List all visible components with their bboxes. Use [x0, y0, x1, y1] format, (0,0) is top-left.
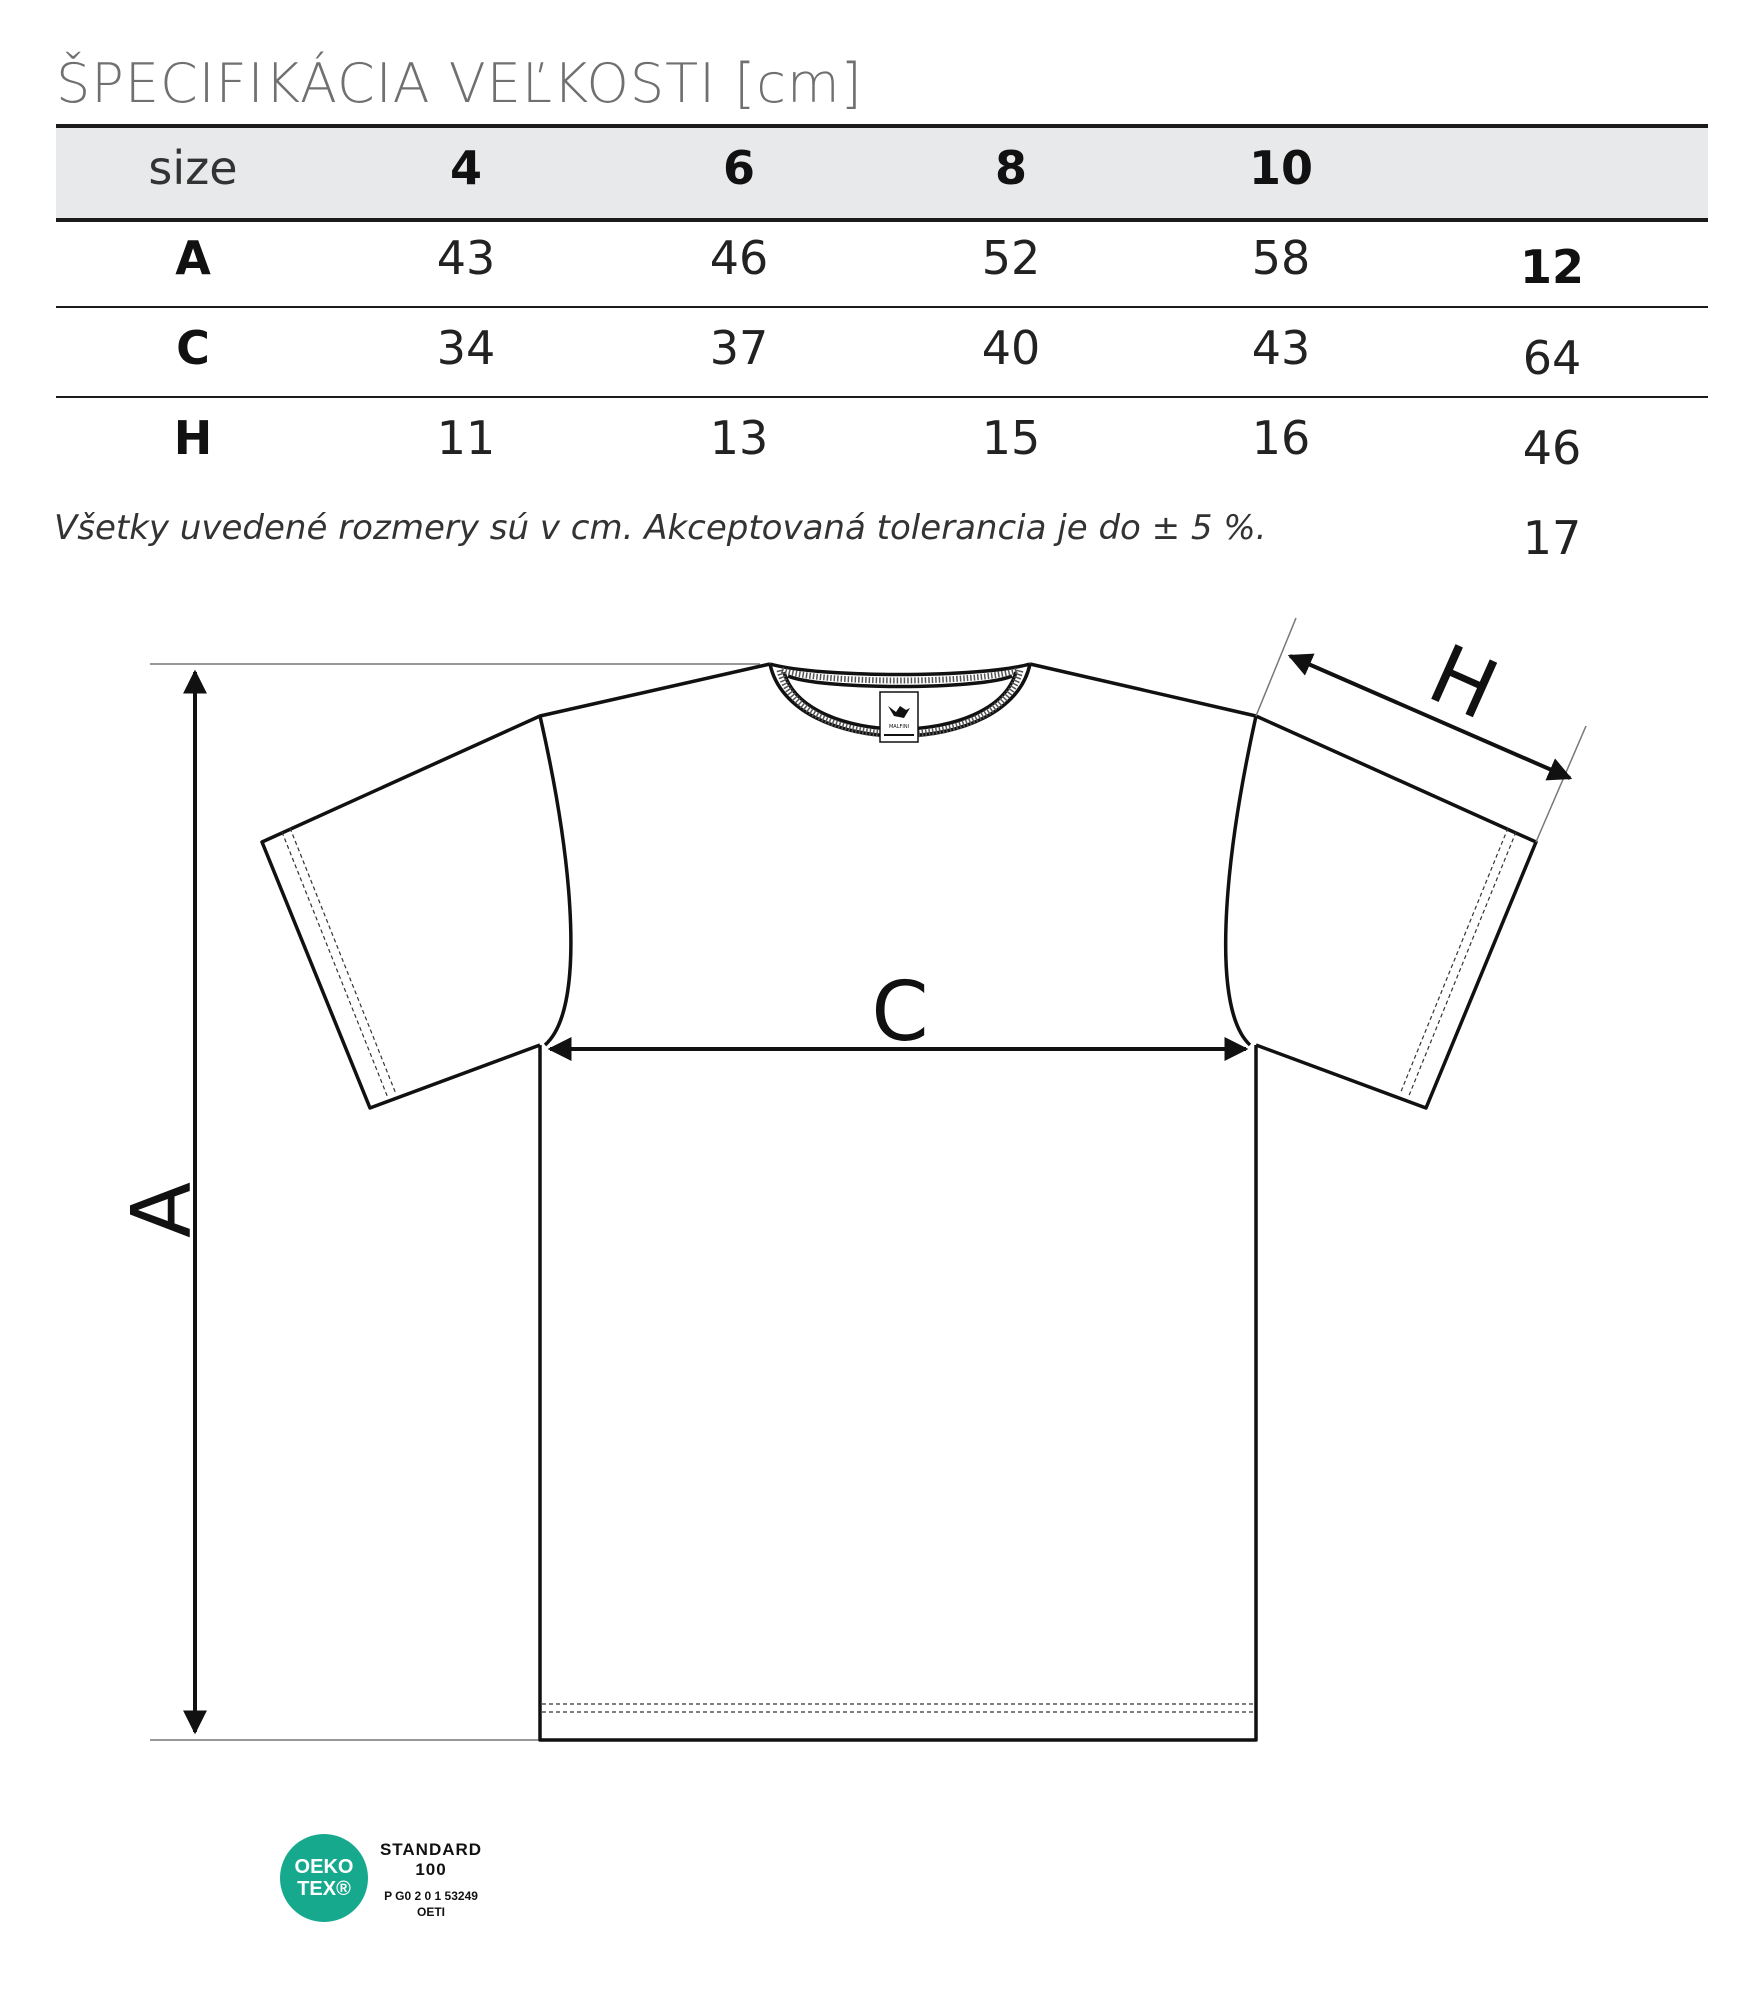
oeko-institute: OETI	[416, 1905, 445, 1919]
dimension-label-a: A	[115, 1181, 210, 1239]
table-cell: 46	[709, 231, 769, 285]
dimension-label-c: C	[871, 965, 929, 1060]
table-cell: 15	[981, 411, 1041, 465]
oeko-standard-label: STANDARD	[379, 1840, 483, 1859]
oeko-tex-logo	[280, 1834, 368, 1922]
oeko-tex-standard	[376, 1840, 486, 1920]
tolerance-note: Všetky uvedené rozmery sú v cm. Akceptovaná tolerancia je do ± 5 %.	[54, 508, 1267, 548]
table-cell: 17	[1522, 511, 1582, 565]
tshirt-outline	[262, 664, 1536, 1740]
table-cell: 37	[709, 321, 769, 375]
table-cell: 52	[981, 231, 1041, 285]
table-cell: 64	[1522, 331, 1582, 385]
row-label-a: A	[175, 231, 211, 285]
table-cell: 46	[1522, 421, 1582, 475]
size-col-6: 6	[722, 141, 755, 195]
row-label-h: H	[173, 411, 213, 465]
table-cell: 40	[981, 321, 1041, 375]
oeko-certificate-code: P G0 2 0 1 53249	[384, 1889, 478, 1903]
size-col-8: 8	[994, 141, 1027, 195]
dimension-label-h: H	[1415, 626, 1511, 739]
table-cell: 43	[436, 231, 496, 285]
table-cell: 11	[436, 411, 496, 465]
oeko-logo-line2: TEX®	[297, 1878, 351, 1900]
page-title: ŠPECIFIKÁCIA VEĽKOSTI [cm]	[56, 52, 863, 115]
oeko-logo-line1: OEKO	[294, 1856, 354, 1878]
size-col-10: 10	[1248, 141, 1313, 195]
size-col-4: 4	[449, 141, 482, 195]
size-col-12: 12	[1519, 240, 1584, 294]
brand-tag-text: MALFINI	[888, 724, 910, 730]
table-cell: 16	[1251, 411, 1311, 465]
size-header-label: size	[148, 141, 238, 195]
table-cell: 34	[436, 321, 496, 375]
table-cell: 13	[709, 411, 769, 465]
table-cell: 43	[1251, 321, 1311, 375]
oeko-standard-number: 100	[415, 1860, 447, 1879]
row-label-c: C	[176, 321, 210, 375]
table-cell: 58	[1251, 231, 1311, 285]
